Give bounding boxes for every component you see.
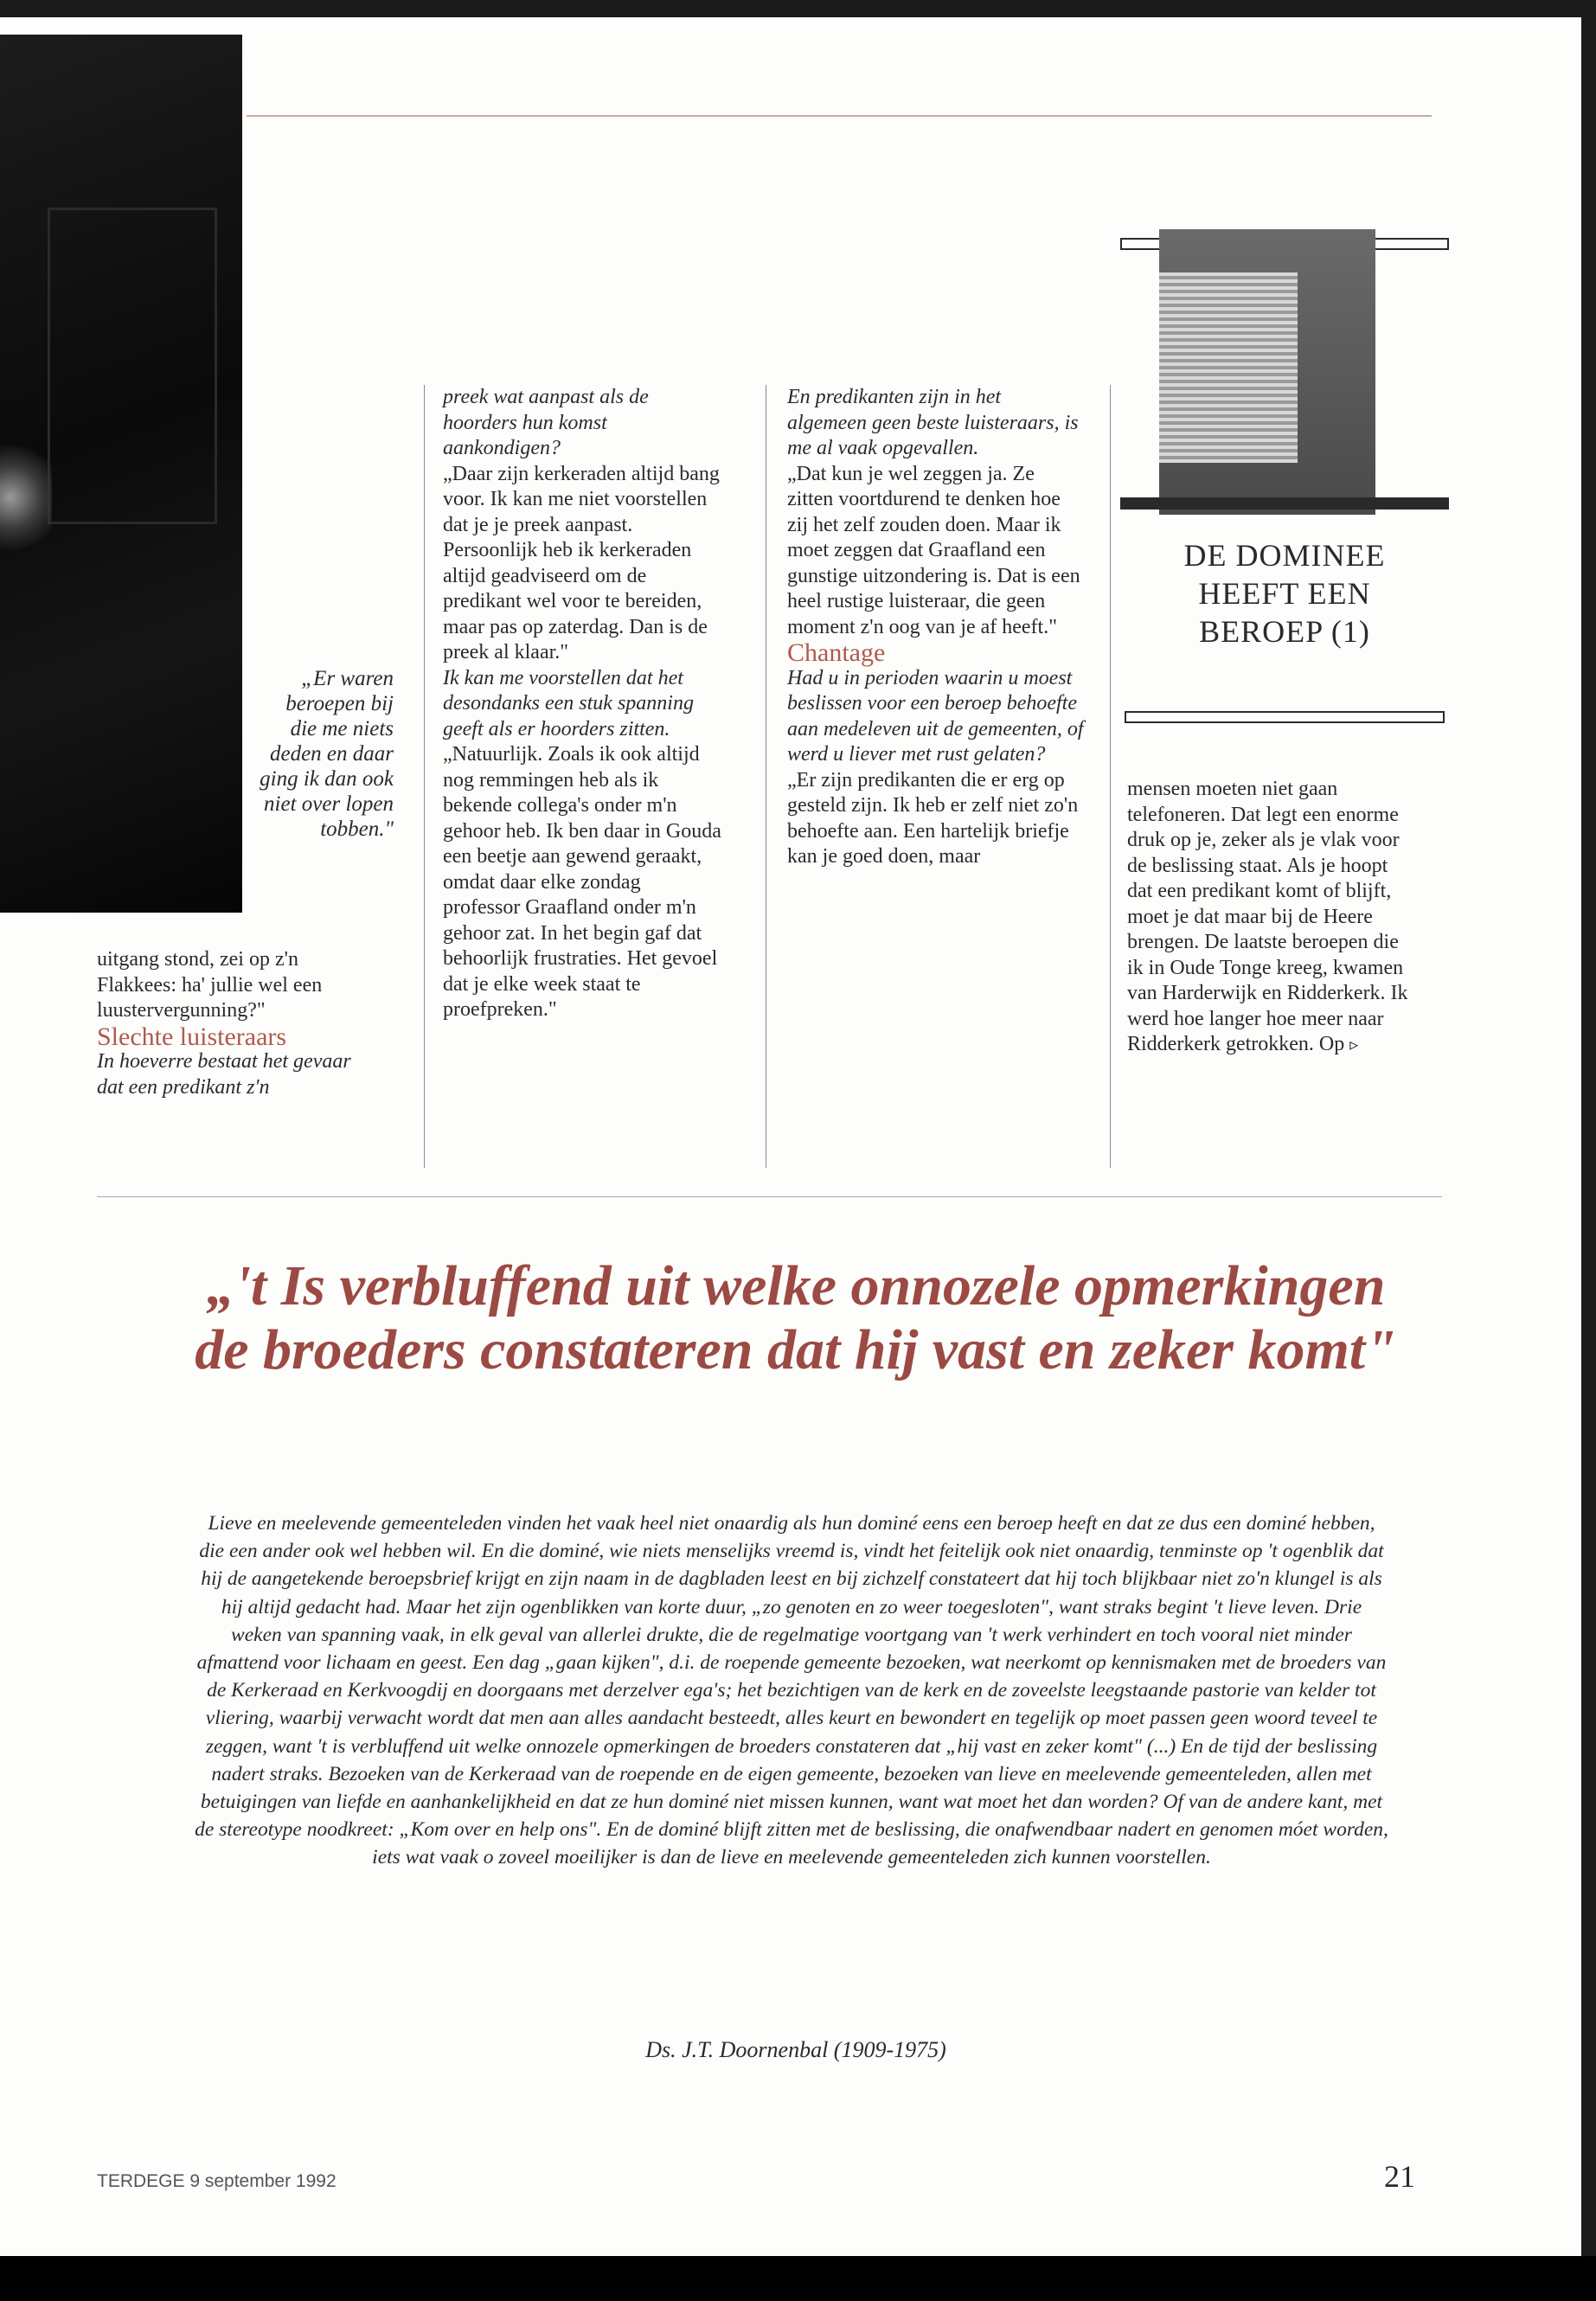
series-title-bar xyxy=(1125,711,1445,723)
church-interior-photo xyxy=(0,35,242,913)
section-heading-chantage: Chantage xyxy=(787,638,886,667)
plaque-illustration xyxy=(1120,221,1449,515)
column-divider xyxy=(1110,385,1111,1168)
interview-question: Had u in perioden waarin u moest beslissen voor een beroep behoefte aan medeleven uit de gemeenten, of werd u liever met rust gelaten? xyxy=(787,666,1084,766)
footer-publication: TERDEGE 9 september 1992 xyxy=(97,2171,337,2191)
series-title-line-2: HEEFT EEN xyxy=(1198,576,1371,611)
article-column-4 xyxy=(1127,777,1417,1059)
interview-answer: „Dat kun je wel zeggen ja. Ze zitten voortdurend te denken hoe zij het zelf zouden doen. Maar ik moet zeggen dat Graafland een gunstige uitzondering is. Dat is een heel rustige luisteraar, die geen moment z'n oog van je af heeft." xyxy=(787,462,1080,638)
plaque-bottom-bar xyxy=(1120,497,1449,510)
series-title-line-3: BEROEP (1) xyxy=(1199,614,1370,649)
scan-border-right xyxy=(1581,0,1596,2301)
interview-question: Ik kan me voorstellen dat het desondanks een stuk spanning geeft als er hoorders zitten. xyxy=(443,666,694,740)
top-rule xyxy=(247,115,1432,117)
page-number: 21 xyxy=(1384,2159,1415,2194)
interview-answer: „Daar zijn kerkeraden altijd bang voor. Ik kan me niet voorstellen dat je je preek aanpast. Persoonlijk heb ik kerkeraden altijd geadviseerd om de predikant wel voor te bereiden, maar pas op zaterdag. Dan is de preek al klaar." xyxy=(443,462,720,663)
interview-answer: „Er zijn predikanten die er erg op gesteld zijn. Ik heb er zelf niet zo'n behoefte aan. Een hartelijk briefje kan je goed doen, maar xyxy=(787,768,1079,868)
quote-attribution: Ds. J.T. Doornenbal (1909-1975) xyxy=(645,2037,946,2062)
scan-border-top xyxy=(0,0,1596,17)
article-column-3 xyxy=(787,385,1086,870)
interview-question: En predikanten zijn in het algemeen geen beste luisteraars, is me al vaak opgevallen. xyxy=(787,386,1079,459)
column-1-tail-text: uitgang stond, zei op z'n Flakkees: ha' jullie wel een luustervergunning?" xyxy=(97,948,323,1022)
interview-question: In hoeverre bestaat het gevaar dat een predikant z'n xyxy=(97,1050,351,1099)
interview-question: preek wat aanpast als de hoorders hun komst aankondigen? xyxy=(443,386,649,459)
series-title xyxy=(1125,536,1445,651)
series-title-line-1: DE DOMINEE xyxy=(1183,538,1386,573)
featured-pullquote: „'t Is verbluffend uit welke onnozele opmerkingen de broeders constateren dat hij vast en zeker komt" xyxy=(195,1254,1397,1381)
section-heading-slechte-luisteraars: Slechte luisteraars xyxy=(97,1022,287,1051)
side-pullquote: „Er waren beroepen bij die me niets deden en daar ging ik dan ook niet over lopen tobben." xyxy=(260,667,394,841)
article-column-2 xyxy=(443,385,721,1023)
column-4-body: mensen moeten niet gaan telefoneren. Dat legt een enorme druk op je, zeker als je vlak voor de beslissing staat. Als je hoopt dat een predikant komt of blijft, moet je dat maar bij de Heere brengen. De laatste beroepen die ik in Oude Tonge kreeg, kwamen van Harderwijk en Ridderkerk. Ik werd hoe langer hoe meer naar Ridderkerk getrokken. Op xyxy=(1127,778,1408,1055)
scan-border-bottom xyxy=(0,2256,1596,2301)
interview-answer: „Natuurlijk. Zoals ik ook altijd nog remmingen heb als ik bekende collega's onder m'n gehoor heb. Ik ben daar in Gouda een beetje aan gewend geraakt, omdat daar elke zondag professor Graafland onder m'n gehoor zat. In het begin gaf dat behoorlijk frustraties. Het gevoel dat je elke week staat te proefpreken." xyxy=(443,743,721,1021)
article-column-1 xyxy=(97,947,382,1100)
quoted-text-block: Lieve en meelevende gemeenteleden vinden het vaak heel niet onaardig als hun dominé eens een beroep heeft en dat ze dus een dominé hebben, die een ander ook wel hebben wil. En die dominé, wie niets menselijks vreemd is, vindt het feitelijk ook niet onaardig, tenminste op 't ogenblik dat hij de aangetekende beroepsbrief krijgt en zijn naam in de dagbladen leest en bij zichzelf constateert dat hij toch blijkbaar niet zo'n klungel is als hij altijd gedacht had. Maar het zijn ogenblikken van korte duur, „zo genoten en zo weer toegesloten", want straks begint 't lieve leven. Drie weken van spanning vaak, in elk geval van allerlei drukte, die de regelmatige voortgang van 't werk verhindert en toch vooral niet minder afmattend voor lichaam en geest. Een dag „gaan kijken", d.i. de roepende gemeente bezoeken, wat neerkomt op kennismaken met de broeders van de Kerkeraad en Kerkvoogdij en doorgaans met derzelver ega's; het bezichtigen van de kerk en de zoveelste leegstaande pastorie van kelder tot vliering, waarbij verwacht wordt dat men aan alles aandacht besteedt, alles keurt en bewondert en tegelijk op moet passen geen woord teveel te zeggen, want 't is verbluffend uit welke onnozele opmerkingen de broeders constateren dat „hij vast en zeker komt" (...) En de tijd der beslissing nadert straks. Bezoeken van de Kerkeraad van de roepende en de eigen gemeente, bezoeken van lieve en meelevende gemeenteleden, allen met betuigingen van liefde en aanhankelijkheid en dat ze hun dominé niet missen kunnen, want wat moet het dan worden? Of van de andere kant, met de stereotype noodkreet: „Kom over en help ons". En de dominé blijft zitten met de beslissing, die onafwendbaar nadert en genomen móet worden, iets wat vaak o zoveel moeilijker is dan de lieve en meelevende gemeenteleden zich kunnen voorstellen. xyxy=(195,1512,1388,1869)
photo-doorframe xyxy=(48,208,217,524)
photo-highlight xyxy=(0,433,52,562)
column-4-text xyxy=(1127,777,1417,1059)
plaque-text-panel xyxy=(1159,272,1298,463)
continue-marker-icon: ▹ xyxy=(1349,1035,1359,1054)
column-divider xyxy=(424,385,425,1168)
section-divider-rule xyxy=(97,1196,1442,1197)
